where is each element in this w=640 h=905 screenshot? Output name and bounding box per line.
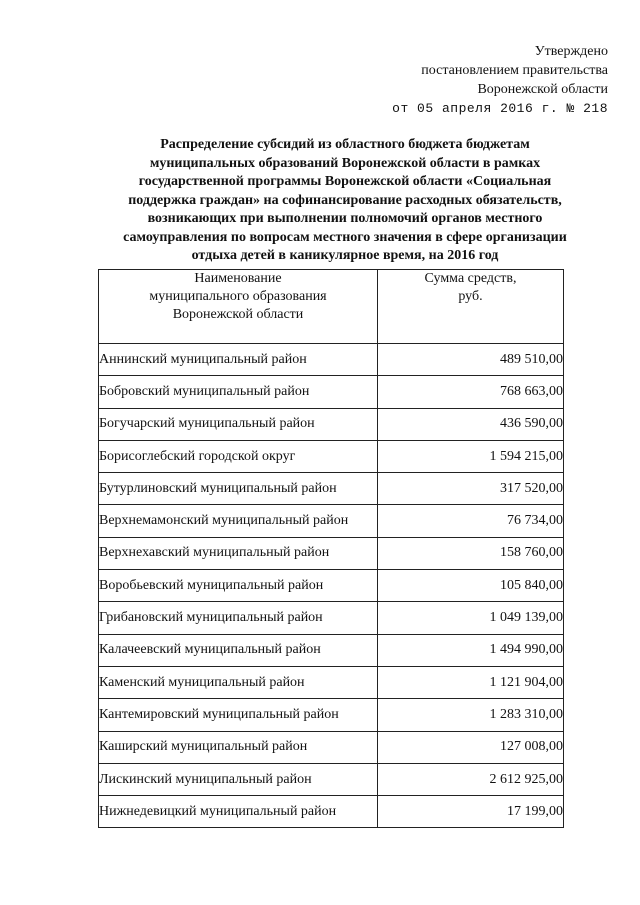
table-row: [99, 505, 564, 537]
title-line: поддержка граждан» на софинансирование расходных обязательств,: [128, 192, 562, 208]
subsidy-amount: 158 760,00: [378, 537, 564, 569]
subsidy-amount: 436 590,00: [378, 408, 564, 440]
municipality-name: Бобровский муниципальный район: [99, 376, 378, 408]
column-header-amount: [378, 270, 564, 344]
subsidy-amount: 127 008,00: [378, 731, 564, 763]
municipality-name: Аннинский муниципальный район: [99, 344, 378, 376]
municipality-name: Борисоглебский городской округ: [99, 440, 378, 472]
municipality-name: Нижнедевицкий муниципальный район: [99, 796, 378, 828]
subsidy-amount: 17 199,00: [378, 796, 564, 828]
subsidy-amount: 768 663,00: [378, 376, 564, 408]
header-amount-line: Сумма средств,: [424, 271, 517, 286]
table-row: [99, 570, 564, 602]
subsidy-amount: 1 494 990,00: [378, 634, 564, 666]
municipality-name: Каменский муниципальный район: [99, 666, 378, 698]
subsidy-amount: 1 594 215,00: [378, 440, 564, 472]
column-header-name: [99, 270, 378, 344]
subsidy-amount: 317 520,00: [378, 473, 564, 505]
approval-line-region: Воронежской области: [477, 82, 608, 97]
header-name-line: Воронежской области: [172, 307, 304, 322]
subsidy-amount: 76 734,00: [378, 505, 564, 537]
subsidy-amount: 489 510,00: [378, 344, 564, 376]
table-row: [99, 408, 564, 440]
header-amount-line: руб.: [458, 289, 483, 304]
title-line: государственной программы Воронежской области «Социальная: [138, 174, 552, 189]
table-row: [99, 666, 564, 698]
municipality-name: Воробьевский муниципальный район: [99, 570, 378, 602]
table-row: [99, 376, 564, 408]
subsidy-amount: 2 612 925,00: [378, 763, 564, 795]
approval-line-resolution: постановлением правительства: [421, 63, 608, 78]
document-title: [110, 136, 580, 266]
approval-line-approved: Утверждено: [534, 44, 608, 59]
table-row: [99, 731, 564, 763]
municipality-name: Калачеевский муниципальный район: [99, 634, 378, 666]
municipality-name: Бутурлиновский муниципальный район: [99, 473, 378, 505]
subsidy-amount: 105 840,00: [378, 570, 564, 602]
header-name-line: муниципального образования: [149, 289, 327, 304]
title-line: отдыха детей в каникулярное время, на 2016 год: [191, 248, 499, 263]
municipality-name: Лискинский муниципальный район: [99, 763, 378, 795]
municipality-name: Верхнехавский муниципальный район: [99, 537, 378, 569]
table-row: [99, 602, 564, 634]
table-row: [99, 537, 564, 569]
approval-date-stamp: от 05 апреля 2016 г. № 218: [392, 101, 608, 116]
table-row: [99, 344, 564, 376]
title-line: муниципальных образований Воронежской области в рамках: [149, 155, 541, 171]
title-line: возникающих при выполнении полномочий органов местного: [147, 211, 543, 226]
municipality-name: Грибановский муниципальный район: [99, 602, 378, 634]
subsidy-amount: 1 049 139,00: [378, 602, 564, 634]
table-header-row: [99, 270, 564, 344]
table-row: [99, 699, 564, 731]
subsidies-table: [98, 269, 564, 828]
municipality-name: Каширский муниципальный район: [99, 731, 378, 763]
approval-block: [392, 42, 608, 118]
subsidy-amount: 1 121 904,00: [378, 666, 564, 698]
municipality-name: Кантемировский муниципальный район: [99, 699, 378, 731]
municipality-name: Верхнемамонский муниципальный район: [99, 505, 378, 537]
table-row: [99, 796, 564, 828]
header-name-line: Наименование: [194, 271, 282, 286]
table-row: [99, 473, 564, 505]
subsidy-amount: 1 283 310,00: [378, 699, 564, 731]
table-row: [99, 763, 564, 795]
table-row: [99, 440, 564, 472]
table-row: [99, 634, 564, 666]
title-line: самоуправления по вопросам местного значения в сфере организации: [123, 229, 567, 245]
title-line: Распределение субсидий из областного бюджета бюджетам: [160, 137, 530, 152]
municipality-name: Богучарский муниципальный район: [99, 408, 378, 440]
